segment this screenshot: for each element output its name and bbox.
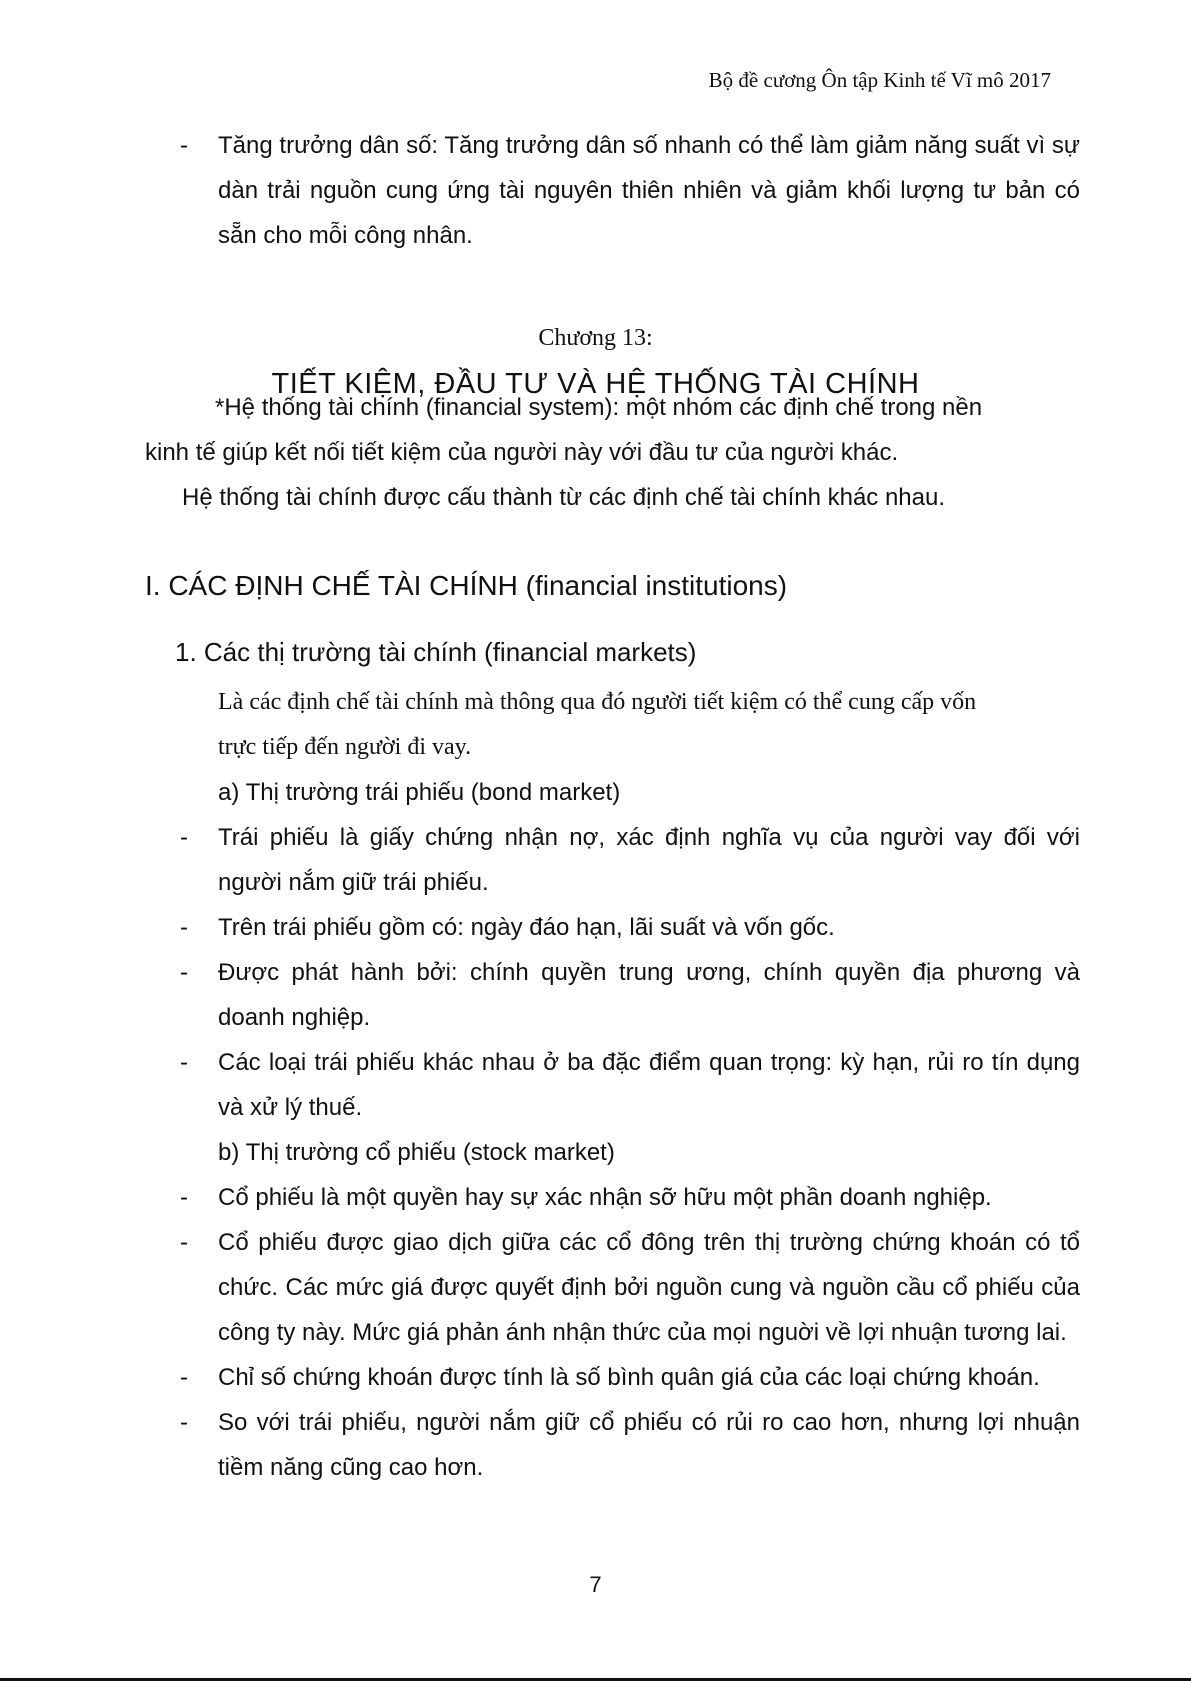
list-item xyxy=(180,123,1080,258)
bullet-text: So với trái phiếu, người nắm giữ cổ phiếu có rủi ro cao hơn, nhưng lợi nhuận tiềm năng cũng cao hơn. xyxy=(218,1409,1080,1481)
bullet-dash: - xyxy=(180,1184,188,1211)
bullet-text: Tăng trưởng dân số: Tăng trưởng dân số nhanh có thể làm giảm năng suất vì sự dàn trải nguồn cung ứng tài nguyên thiên nhiên và giảm khối lượng tư bản có sẵn cho mỗi công nhân. xyxy=(218,132,1080,249)
running-header: Bộ đề cương Ôn tập Kinh tế Vĩ mô 2017 xyxy=(708,68,1051,92)
page-number: 7 xyxy=(589,1572,602,1597)
list-item xyxy=(180,1175,1080,1220)
bullet-text: Trái phiếu là giấy chứng nhận nợ, xác định nghĩa vụ của người vay đối với người nắm giữ trái phiếu. xyxy=(218,824,1080,896)
chapter-title: TIẾT KIỆM, ĐẦU TƯ VÀ HỆ THỐNG TÀI CHÍNH xyxy=(271,368,920,400)
bullet-text: Được phát hành bởi: chính quyền trung ương, chính quyền địa phương và doanh nghiệp. xyxy=(218,959,1080,1031)
bullet-text: Trên trái phiếu gồm có: ngày đáo hạn, lãi suất và vốn gốc. xyxy=(218,914,835,941)
bullet-dash: - xyxy=(180,824,188,851)
bullet-text: Cổ phiếu được giao dịch giữa các cổ đông trên thị trường chứng khoán có tổ chức. Các mức giá được quyết định bởi nguồn cung và nguồn cầu cổ phiếu của công ty này. Mức giá phản ánh nhận thức của mọi nguời về lợi nhuận tương lai. xyxy=(218,1229,1080,1346)
list-item xyxy=(180,1400,1080,1490)
list-item xyxy=(180,950,1080,1040)
list-item xyxy=(180,815,1080,905)
footer-rule xyxy=(0,1678,1191,1681)
bullet-text: Các loại trái phiếu khác nhau ở ba đặc điểm quan trọng: kỳ hạn, rủi ro tín dụng và xử lý thuế. xyxy=(218,1049,1080,1121)
bullet-dash: - xyxy=(180,1229,188,1256)
bullet-dash: - xyxy=(180,914,188,941)
definition-line: kinh tế giúp kết nối tiết kiệm của người này với đầu tư của người khác. xyxy=(145,439,899,466)
bullet-text: Chỉ số chứng khoán được tính là số bình quân giá của các loại chứng khoán. xyxy=(218,1364,1040,1391)
list-item xyxy=(180,1040,1080,1130)
bond-market-heading: a) Thị trường trái phiếu (bond market) xyxy=(218,779,621,806)
bullet-dash: - xyxy=(180,1364,188,1391)
definition-line: Hệ thống tài chính được cấu thành từ các định chế tài chính khác nhau. xyxy=(182,484,946,511)
definition-line: *Hệ thống tài chính (financial system): một nhóm các định chế trong nền xyxy=(215,394,983,421)
bullet-dash: - xyxy=(180,1049,188,1076)
list-item xyxy=(180,1220,1080,1355)
bullet-text: Cổ phiếu là một quyền hay sự xác nhận sỡ hữu một phần doanh nghiệp. xyxy=(218,1184,992,1211)
list-item xyxy=(180,1355,1080,1400)
subsection-desc: Là các định chế tài chính mà thông qua đó người tiết kiệm có thể cung cấp vốn xyxy=(218,689,977,715)
subsection-heading: 1. Các thị trường tài chính (financial markets) xyxy=(175,637,697,667)
list-item xyxy=(180,905,1080,950)
subsection-desc: trực tiếp đến người đi vay. xyxy=(218,734,472,760)
stock-market-heading: b) Thị trường cổ phiếu (stock market) xyxy=(218,1139,615,1166)
section-heading: I. CÁC ĐỊNH CHẾ TÀI CHÍNH (financial institutions) xyxy=(145,570,788,601)
chapter-label: Chương 13: xyxy=(538,325,653,351)
bullet-dash: - xyxy=(180,959,188,986)
bullet-dash: - xyxy=(180,132,188,159)
bullet-dash: - xyxy=(180,1409,188,1436)
